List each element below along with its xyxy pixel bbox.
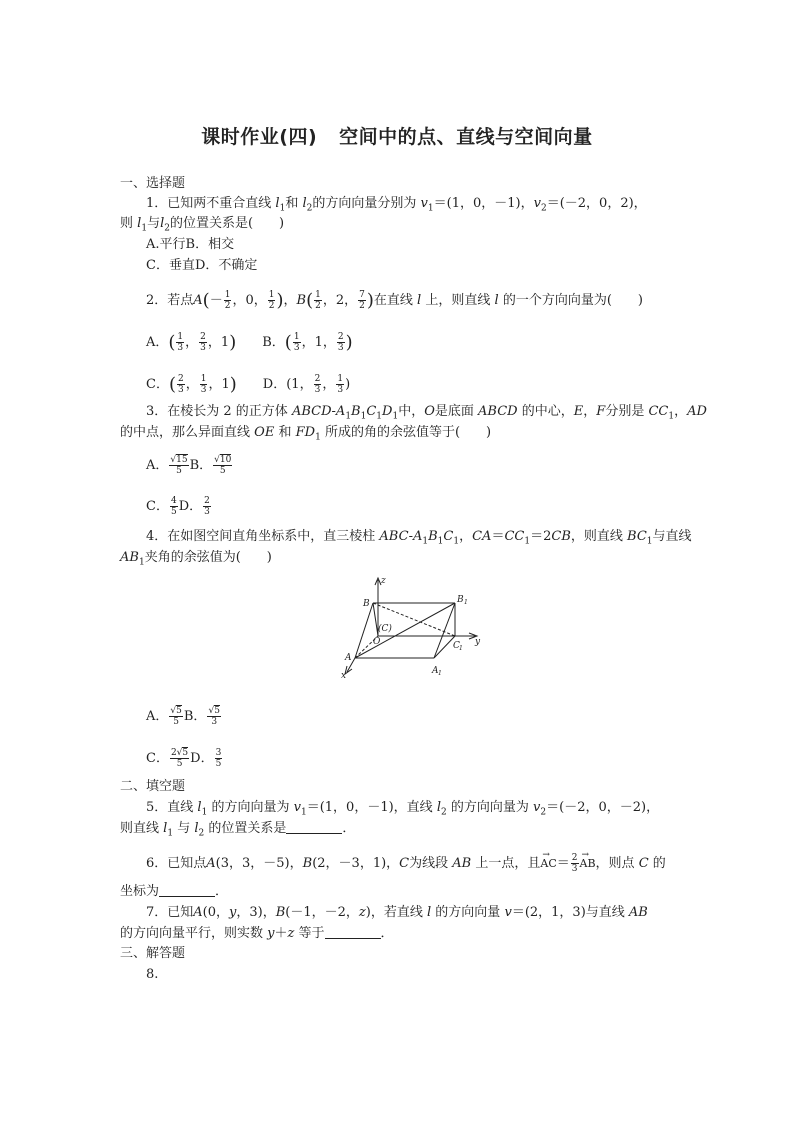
question-1-cont: 则 $l_1$与$l_2$的位置关系是( ) bbox=[120, 216, 285, 234]
question-3-cont: 的中点，那么异面直线 OE 和 $FD_1$ 所成的角的余弦值等于( ) bbox=[120, 425, 492, 443]
question-5-cont: 则直线 $l_1$ 与 $l_2$ 的位置关系是 ． bbox=[120, 821, 356, 839]
svg-text:A: A bbox=[345, 653, 352, 663]
svg-text:O: O bbox=[373, 637, 381, 647]
question-2: 2．若点A(－ $\frac{1}{2}$ ，0， $\frac{1}{2}$ )，B( $\frac{1}{2}$ ，2， $\frac{7}{2}$ )在直线 l 上，则直线 l 的一个方向向量为( ) bbox=[146, 290, 643, 311]
page-title: 课时作业(四) 空间中的点、直线与空间向量 bbox=[201, 126, 593, 148]
svg-text:B: B bbox=[457, 595, 464, 605]
section-choice: 一、选择题 bbox=[120, 176, 186, 191]
question-6-cont: 坐标为 ． bbox=[120, 884, 229, 899]
svg-text:x: x bbox=[341, 671, 347, 681]
answer-blank-7[interactable] bbox=[325, 926, 381, 939]
svg-text:C: C bbox=[453, 641, 460, 651]
question-2-options-cd: C．( $\frac{2}{3}$ ， $\frac{1}{3}$ ，1) D．(1， $\frac{2}{3}$ ， $\frac{1}{3}$ ) bbox=[146, 374, 351, 395]
question-7-cont: 的方向向量平行，则实数 y＋z 等于 ． bbox=[120, 926, 394, 941]
question-4: 4．在如图空间直角坐标系中，直三棱柱 ABC-$A_1B_1C_1$，$CA=CC_1=2CB$，则直线 $BC_1$与直线 bbox=[146, 529, 692, 547]
question-3-options-cd: C． $\frac{4}{5}$ D． $\frac{2}{3}$ bbox=[146, 496, 210, 517]
question-4-options-ab: A． $\frac{√5}{5}$ B． $\frac{√5}{3}$ bbox=[146, 706, 220, 727]
question-3-options-ab: A． $\frac{√15}{5}$ B． $\frac{√10}{5}$ bbox=[146, 455, 232, 476]
svg-text:1: 1 bbox=[459, 645, 463, 652]
prism-figure bbox=[335, 572, 485, 684]
svg-text:y: y bbox=[475, 637, 481, 647]
question-7: 7．已知A(0，y，3)，B(－1，－2，z)，若直线 l 的方向向量 v＝(2，1，3)与直线 AB bbox=[146, 905, 648, 920]
question-4-options-cd: C． $\frac{2√5}{5}$ D． $\frac{3}{5}$ bbox=[146, 748, 222, 769]
answer-blank-6[interactable] bbox=[159, 884, 215, 897]
question-8: 8. bbox=[146, 967, 159, 982]
svg-text:1: 1 bbox=[438, 670, 442, 677]
question-4-cont: $AB_1$夹角的余弦值为( ) bbox=[120, 550, 272, 568]
svg-text:B: B bbox=[363, 599, 370, 609]
section-fill: 二、填空题 bbox=[120, 779, 186, 794]
question-1-options-cd: C．垂直D．不确定 bbox=[146, 258, 258, 273]
svg-text:(C): (C) bbox=[378, 624, 392, 634]
question-3: 3．在棱长为 2 的正方体 ABCD-$A_1B_1C_1D_1$中，O是底面 ABCD 的中心，E，F分别是 $CC_1$，AD bbox=[146, 404, 707, 422]
question-5: 5．直线 $l_1$ 的方向向量为 $v_1=(1$，0，－1)，直线 $l_2$ 的方向向量为 $v_2=(-2$，0，－2)， bbox=[146, 800, 660, 818]
svg-text:A: A bbox=[432, 666, 439, 676]
svg-text:z: z bbox=[381, 576, 386, 586]
answer-blank-5[interactable] bbox=[286, 821, 342, 834]
section-solve: 三、解答题 bbox=[120, 946, 186, 961]
question-1-options-ab: A.平行B．相交 bbox=[146, 237, 235, 252]
question-2-options-ab: A．( $\frac{1}{3}$ ， $\frac{2}{3}$ ，1) B．( $\frac{1}{3}$ ，1， $\frac{2}{3}$ ) bbox=[146, 332, 353, 353]
question-6: 6．已知点A(3，3，－5)，B(2，－3，1)，C为线段 AB 上一点，且→ AC＝ $\frac{2}{3}$ → AB，则点 C 的 bbox=[146, 853, 666, 874]
question-1: 1．已知两不重合直线 $l_1$和 $l_2$的方向向量分别为 $v_1=(1$，0，－1)，$v_2=(-2$，0，2)， bbox=[146, 196, 647, 214]
svg-text:1: 1 bbox=[464, 599, 468, 606]
